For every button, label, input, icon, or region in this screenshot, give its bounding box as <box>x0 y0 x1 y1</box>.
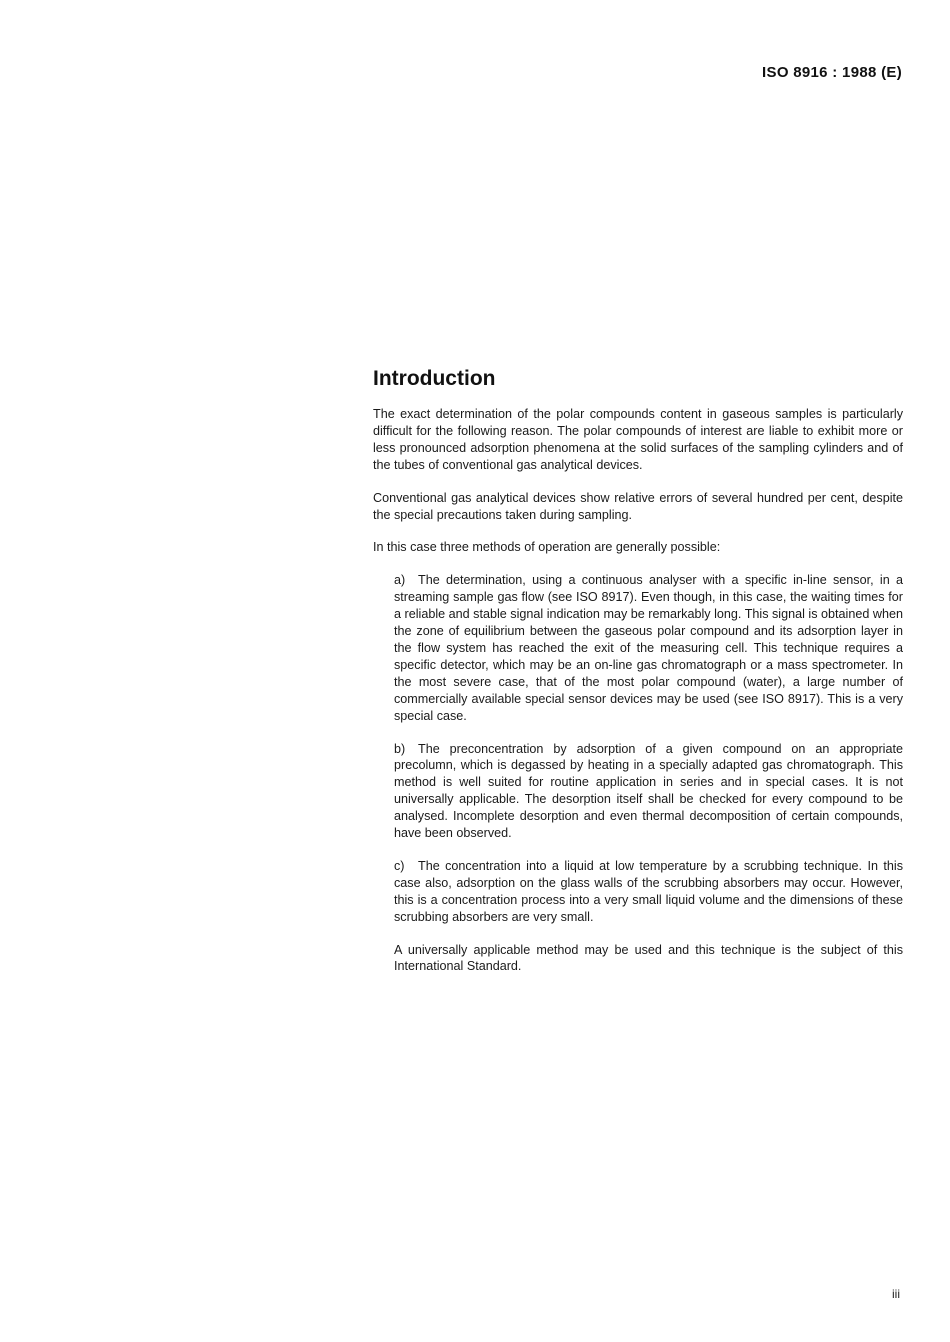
closing-paragraph: A universally applicable method may be used and this technique is the subject of this International Standard. <box>394 942 903 974</box>
list-text-c: The concentration into a liquid at low temperature by a scrubbing technique. In this case also, adsorption on the glass walls of the scrubbing absorbers may occur. However, this is a concentration process into a very small liquid volume and the dimensions of these scrubbing absorbers are very small. <box>394 858 903 924</box>
list-text-a: The determination, using a continuous analyser with a specific in-line sensor, in a streaming sample gas flow (see ISO 8917). Even though, in this case, the waiting times for a reliable and stable signal indication may be remarkably long. This signal is obtained when the zone of equilibrium between the gaseous polar compound and its adsorption layer in the flow system has reached the exit of the measuring cell. This technique requires a specific detector, which may be an on-line gas chromatograph or a mass spectrometer. In the most severe case, that of the most polar compound (water), a large number of commercially available special sensor devices may be used (see ISO 8917). This is a very special case. <box>394 573 903 723</box>
paragraph-2: Conventional gas analytical devices show relative errors of several hundred per cent, despite the special precautions taken during sampling. <box>373 490 903 522</box>
list-item-b <box>394 741 903 842</box>
list-marker-a: a) <box>394 573 406 588</box>
list-marker-b: b) <box>394 741 406 756</box>
paragraph-1: The exact determination of the polar compounds content in gaseous samples is particularly difficult for the following reason. The polar compounds of interest are liable to exhibit more or less pronounced adsorption phenomena at the solid surfaces of the sampling cylinders and of the tubes of conventional gas analytical devices. <box>373 407 903 472</box>
standard-header: ISO 8916 : 1988 (E) <box>762 64 902 81</box>
methods-list <box>394 572 903 925</box>
introduction-section <box>373 366 903 991</box>
list-marker-c: c) <box>394 858 405 873</box>
section-title: Introduction <box>373 367 496 390</box>
list-item-c <box>394 858 903 926</box>
list-item-a <box>394 572 903 724</box>
page-number: iii <box>892 1287 900 1301</box>
paragraph-3: In this case three methods of operation are generally possible: <box>373 540 721 555</box>
list-text-b: The preconcentration by adsorption of a given compound on an appropriate precolumn, which is degassed by heating in a specially adapted gas chromatograph. This method is well suited for routine application in series and in special cases. It is not universally applicable. The desorption itself shall be checked for every compound to be analysed. Incomplete desorption and even thermal decomposition of certain compounds, have been observed. <box>394 741 903 841</box>
